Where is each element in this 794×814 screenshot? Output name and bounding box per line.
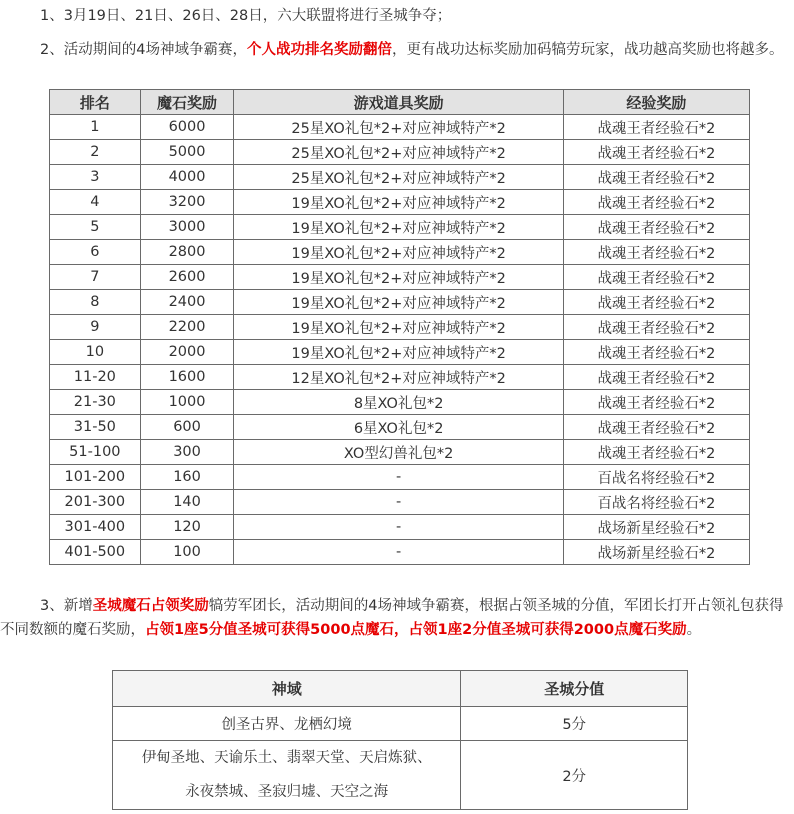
rank-table-row (50, 540, 750, 565)
item-reward-cell: 12星XO礼包*2+对应神域特产*2 (234, 365, 563, 390)
paragraph-3-suffix: 。 (686, 622, 702, 638)
rank-table-header-row (50, 90, 750, 115)
magic-stone-cell: 6000 (140, 115, 234, 140)
exp-reward-cell: 战魂王者经验石*2 (563, 340, 749, 365)
item-reward-cell: - (234, 490, 563, 515)
rank-cell: 401-500 (50, 540, 141, 565)
exp-reward-cell: 战魂王者经验石*2 (563, 265, 749, 290)
rank-table-row (50, 490, 750, 515)
item-reward-cell: 25星XO礼包*2+对应神域特产*2 (234, 140, 563, 165)
score-table-row (113, 707, 688, 741)
exp-reward-cell: 战魂王者经验石*2 (563, 390, 749, 415)
paragraph-2-prefix: 2、活动期间的4场神域争霸赛， (40, 42, 247, 58)
header-magic-stone: 魔石奖励 (140, 90, 234, 115)
item-reward-cell: 25星XO礼包*2+对应神域特产*2 (234, 165, 563, 190)
score-table-header-row (113, 671, 688, 707)
rank-cell: 301-400 (50, 515, 141, 540)
magic-stone-cell: 2600 (140, 265, 234, 290)
exp-reward-cell: 战魂王者经验石*2 (563, 115, 749, 140)
magic-stone-cell: 100 (140, 540, 234, 565)
rank-cell: 4 (50, 190, 141, 215)
domain-cell (113, 741, 461, 810)
rank-table-row (50, 115, 750, 140)
magic-stone-cell: 3200 (140, 190, 234, 215)
header-city-score: 圣城分值 (461, 671, 688, 707)
rank-cell: 11-20 (50, 365, 141, 390)
score-cell: 5分 (461, 707, 688, 741)
rank-cell: 21-30 (50, 390, 141, 415)
paragraph-2 (0, 38, 794, 62)
domain-line: 伊甸圣地、天谕乐土、翡翠天堂、天启炼狱、 (141, 750, 432, 766)
paragraph-1: 1、3月19日、21日、26日、28日，六大联盟将进行圣城争夺； (40, 8, 452, 24)
rank-table-row (50, 340, 750, 365)
exp-reward-cell: 战魂王者经验石*2 (563, 440, 749, 465)
score-table-row (113, 741, 688, 810)
exp-reward-cell: 百战名将经验石*2 (563, 465, 749, 490)
exp-reward-cell: 战魂王者经验石*2 (563, 190, 749, 215)
header-rank: 排名 (50, 90, 141, 115)
header-exp-reward: 经验奖励 (563, 90, 749, 115)
exp-reward-cell: 战魂王者经验石*2 (563, 290, 749, 315)
header-domain: 神域 (113, 671, 461, 707)
rank-cell: 201-300 (50, 490, 141, 515)
rank-cell: 7 (50, 265, 141, 290)
item-reward-cell: 19星XO礼包*2+对应神域特产*2 (234, 290, 563, 315)
rank-cell: 3 (50, 165, 141, 190)
rank-cell: 9 (50, 315, 141, 340)
paragraph-3-prefix: 3、新增 (40, 598, 93, 614)
rank-table-row (50, 265, 750, 290)
rank-cell: 8 (50, 290, 141, 315)
item-reward-cell: 19星XO礼包*2+对应神域特产*2 (234, 190, 563, 215)
magic-stone-cell: 1600 (140, 365, 234, 390)
item-reward-cell: 19星XO礼包*2+对应神域特产*2 (234, 265, 563, 290)
magic-stone-cell: 140 (140, 490, 234, 515)
rank-cell: 6 (50, 240, 141, 265)
header-item-reward: 游戏道具奖励 (234, 90, 563, 115)
item-reward-cell: 19星XO礼包*2+对应神域特产*2 (234, 315, 563, 340)
exp-reward-cell: 战魂王者经验石*2 (563, 140, 749, 165)
magic-stone-cell: 3000 (140, 215, 234, 240)
rank-table-row (50, 315, 750, 340)
score-cell: 2分 (461, 741, 688, 810)
item-reward-cell: - (234, 540, 563, 565)
rank-cell: 10 (50, 340, 141, 365)
item-reward-cell: 25星XO礼包*2+对应神域特产*2 (234, 115, 563, 140)
exp-reward-cell: 战魂王者经验石*2 (563, 215, 749, 240)
magic-stone-cell: 4000 (140, 165, 234, 190)
exp-reward-cell: 战魂王者经验石*2 (563, 315, 749, 340)
magic-stone-cell: 600 (140, 415, 234, 440)
exp-reward-cell: 战场新星经验石*2 (563, 540, 749, 565)
magic-stone-cell: 5000 (140, 140, 234, 165)
paragraph-3-middle: 犒劳军团长，活动期间的4场神域争霸赛，根据占领圣城的分值，军团长打开占领礼包获得不同数额的魔石奖励， (0, 598, 784, 638)
magic-stone-cell: 2400 (140, 290, 234, 315)
rank-table-row (50, 140, 750, 165)
item-reward-cell: - (234, 465, 563, 490)
exp-reward-cell: 战魂王者经验石*2 (563, 415, 749, 440)
rank-cell: 51-100 (50, 440, 141, 465)
item-reward-cell: 6星XO礼包*2 (234, 415, 563, 440)
exp-reward-cell: 战魂王者经验石*2 (563, 165, 749, 190)
item-reward-cell: 19星XO礼包*2+对应神域特产*2 (234, 240, 563, 265)
rank-table-row (50, 440, 750, 465)
rank-table-row (50, 290, 750, 315)
magic-stone-cell: 1000 (140, 390, 234, 415)
exp-reward-cell: 百战名将经验石*2 (563, 490, 749, 515)
paragraph-3 (0, 594, 794, 642)
domain-line: 永夜禁城、圣寂归墟、天空之海 (185, 784, 389, 800)
exp-reward-cell: 战魂王者经验石*2 (563, 240, 749, 265)
rank-cell: 101-200 (50, 465, 141, 490)
exp-reward-cell: 战场新星经验石*2 (563, 515, 749, 540)
city-score-table (112, 670, 688, 810)
magic-stone-cell: 2200 (140, 315, 234, 340)
magic-stone-cell: 160 (140, 465, 234, 490)
rank-cell: 2 (50, 140, 141, 165)
magic-stone-cell: 300 (140, 440, 234, 465)
rank-cell: 5 (50, 215, 141, 240)
rank-table-row (50, 215, 750, 240)
rank-table-row (50, 190, 750, 215)
domain-cell: 创圣古界、龙栖幻境 (113, 707, 461, 741)
rank-table-row (50, 465, 750, 490)
item-reward-cell: - (234, 515, 563, 540)
rank-table-row (50, 365, 750, 390)
rank-cell: 1 (50, 115, 141, 140)
paragraph-3-highlight-2: 占领1座5分值圣城可获得5000点魔石，占领1座2分值圣城可获得2000点魔石奖励 (145, 622, 687, 638)
paragraph-2-suffix: ，更有战功达标奖励加码犒劳玩家，战功越高奖励也将越多。 (391, 42, 784, 58)
rank-table-body (50, 115, 750, 565)
magic-stone-cell: 2000 (140, 340, 234, 365)
rank-table-row (50, 390, 750, 415)
item-reward-cell: 19星XO礼包*2+对应神域特产*2 (234, 340, 563, 365)
exp-reward-cell: 战魂王者经验石*2 (563, 365, 749, 390)
magic-stone-cell: 2800 (140, 240, 234, 265)
rank-table-row (50, 415, 750, 440)
rank-table-row (50, 515, 750, 540)
magic-stone-cell: 120 (140, 515, 234, 540)
rank-table-row (50, 165, 750, 190)
paragraph-3-highlight-1: 圣城魔石占领奖励 (92, 598, 209, 614)
rank-reward-table (49, 89, 750, 565)
rank-table-row (50, 240, 750, 265)
paragraph-2-highlight: 个人战功排名奖励翻倍 (246, 42, 392, 58)
item-reward-cell: 19星XO礼包*2+对应神域特产*2 (234, 215, 563, 240)
rank-cell: 31-50 (50, 415, 141, 440)
item-reward-cell: XO型幻兽礼包*2 (234, 440, 563, 465)
item-reward-cell: 8星XO礼包*2 (234, 390, 563, 415)
